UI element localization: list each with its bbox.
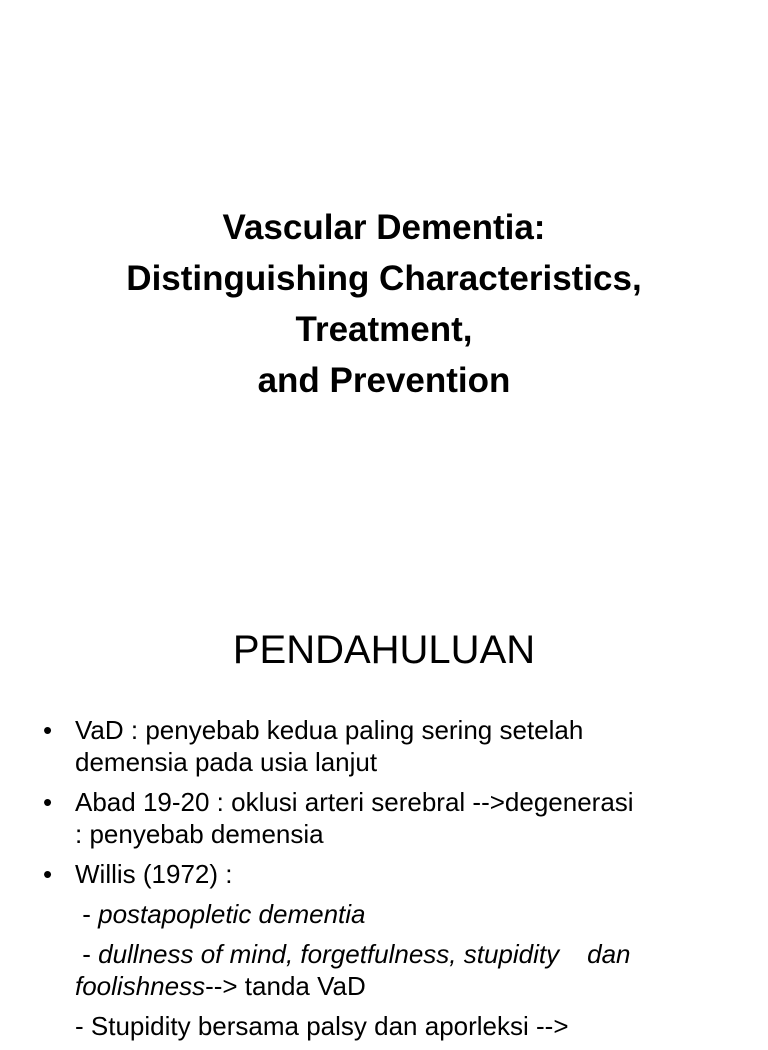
title-line: and Prevention bbox=[257, 361, 511, 400]
sub-item bbox=[43, 938, 733, 1002]
sub-item-text: --> tanda VaD bbox=[205, 971, 366, 1001]
bullet-icon: • bbox=[43, 787, 53, 817]
bullet-icon: • bbox=[43, 859, 53, 889]
list-item bbox=[43, 714, 733, 778]
bullet-text-continuation: : penyebab demensia bbox=[75, 819, 324, 849]
content-slide bbox=[0, 576, 768, 1041]
sub-item-text: dullness of mind, forgetfulness, stupidity bbox=[98, 939, 560, 969]
bullet-text: Abad 19-20 : oklusi arteri serebral -->degenerasi bbox=[75, 787, 634, 817]
sub-item-dash: - bbox=[75, 939, 99, 969]
sub-item bbox=[43, 1010, 733, 1042]
bullet-icon: • bbox=[43, 715, 53, 745]
list-item bbox=[43, 858, 733, 890]
bullet-list bbox=[43, 714, 733, 1050]
list-item bbox=[43, 786, 733, 850]
bullet-text-continuation: demensia pada usia lanjut bbox=[75, 747, 378, 777]
slide-heading: PENDAHULUAN bbox=[232, 628, 536, 672]
sub-item-text: postapopletic dementia bbox=[98, 899, 366, 929]
bullet-text: Willis (1972) : bbox=[75, 859, 233, 889]
sub-item-text: - Stupidity bersama palsy dan aporleksi --> bbox=[75, 1011, 569, 1041]
title-line: Treatment, bbox=[295, 310, 473, 349]
bullet-text: VaD : penyebab kedua paling sering setelah bbox=[75, 715, 584, 745]
slide-title bbox=[0, 202, 768, 406]
title-line: Vascular Dementia: bbox=[222, 208, 546, 247]
sub-item bbox=[43, 898, 733, 930]
sub-item-text: foolishness bbox=[75, 971, 206, 1001]
sub-item-text: dan bbox=[587, 939, 631, 969]
title-line: Distinguishing Characteristics, bbox=[126, 259, 642, 298]
sub-item-dash: - bbox=[75, 899, 99, 929]
